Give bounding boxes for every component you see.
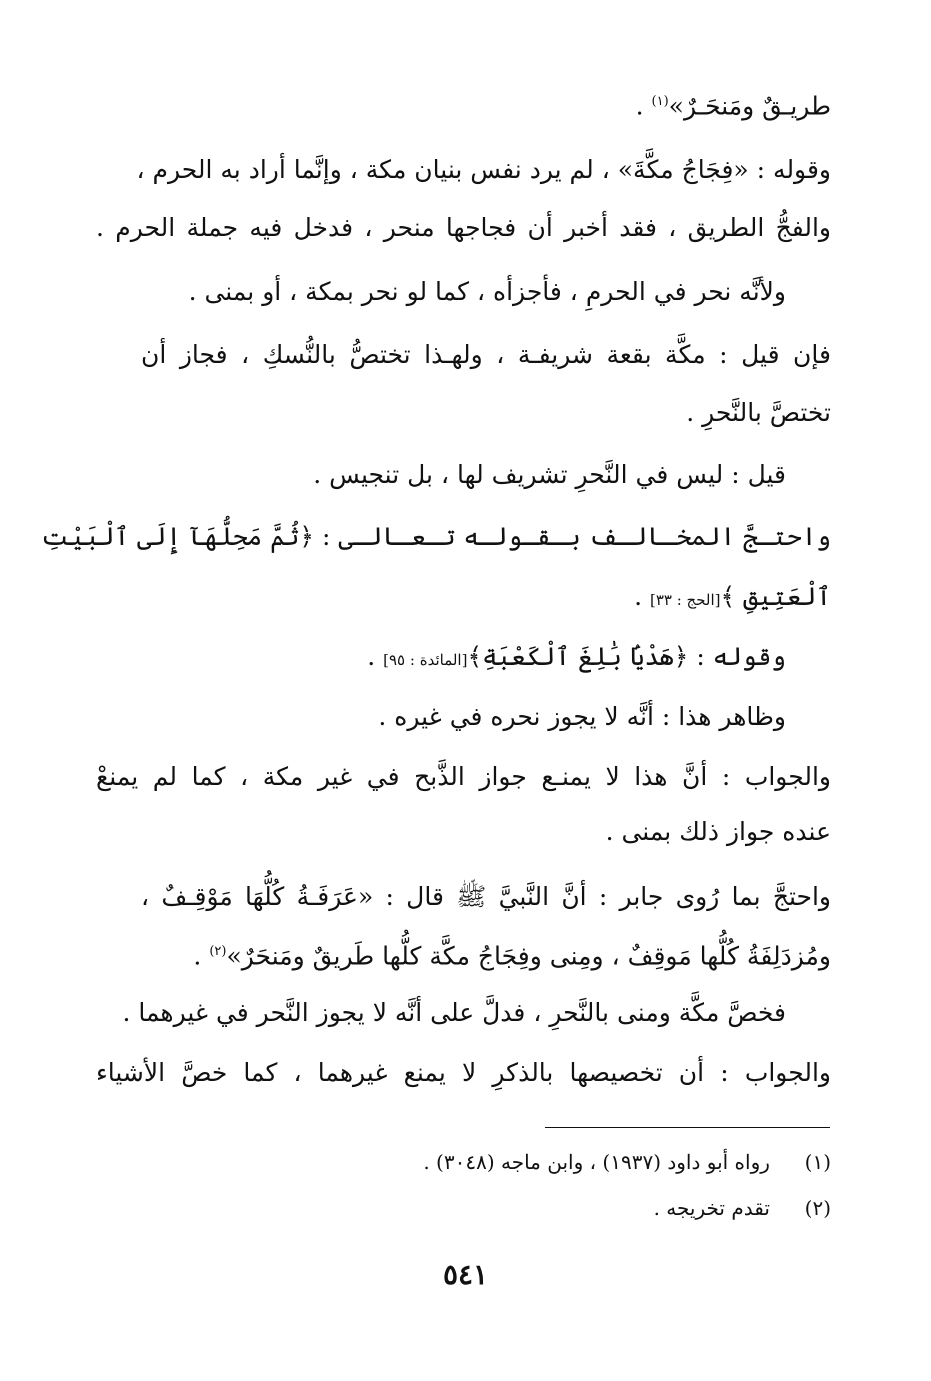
text-line-6: تختصَّ بالنَّحرِ . bbox=[686, 398, 831, 427]
text-line-3: والفجُّ الطريق ، فقد أخبر أن فجاجها منحر ، فدخل فيه جملة الحرم . bbox=[96, 213, 831, 242]
quran-verse-maidah: وقوله : ﴿هَدْيَۢا بَٰلِغَ ٱلْكَعْبَةِ﴾ bbox=[467, 642, 786, 671]
line-1-text: طريـقٌ ومَنحَـرٌ» bbox=[668, 91, 831, 121]
footnote-1 bbox=[231, 1147, 831, 1177]
footnote-2-text: تقدم تخريجه . bbox=[653, 1196, 770, 1220]
footnote-marker-1: (١) bbox=[651, 94, 669, 109]
quran-verse-end: ٱلْعَتِيقِ ﴾ bbox=[720, 582, 831, 611]
line-1-end: . bbox=[635, 91, 652, 121]
line-15-text: ومُزدَلِفَةُ كُلُّها مَوقِفٌ ، ومِنى وفِجَاجُ مكَّة كلُّها طَريقٌ ومَنحَرٌ» bbox=[226, 941, 831, 971]
footnote-marker-2: (٢) bbox=[209, 944, 227, 959]
line-9-end: . bbox=[634, 582, 650, 611]
line-10-end: . bbox=[367, 642, 384, 671]
text-line-10 bbox=[96, 637, 786, 680]
text-line-9 bbox=[96, 577, 831, 620]
footnote-2 bbox=[231, 1193, 831, 1223]
line-15-end: . bbox=[193, 941, 210, 971]
text-line-7: قيل : ليس في النَّحرِ تشريف لها ، بل تنجيس . bbox=[313, 460, 786, 489]
text-line-2: وقوله : «فِجَاجُ مكَّةَ» ، لم يرد نفس بنيان مكة ، وإنَّما أراد به الحرم ، bbox=[136, 155, 831, 184]
text-line-13: عنده جواز ذلك بمنى . bbox=[605, 817, 831, 846]
sura-reference-maidah: [المائدة : ٩٥] bbox=[383, 651, 468, 669]
text-line-17: والجواب : أن تخصيصها بالذكرِ لا يمنع غيرهما ، كما خصَّ الأشياء bbox=[96, 1058, 831, 1087]
text-line-8: واحتـجَّ المخـالـف بـقـولـه تـعـالـى : ﴿ثُمَّ مَحِلُّهَآ إِلَى ٱلْبَيْتِ bbox=[41, 522, 831, 551]
footnote-separator bbox=[545, 1127, 830, 1128]
text-line-5: فإن قيل : مكَّة بقعة شريفـة ، ولهـذا تختصُّ بالنُّسكِ ، فجاز أن bbox=[141, 340, 831, 369]
text-line-11: وظاهر هذا : أنَّه لا يجوز نحره في غيره . bbox=[378, 702, 786, 731]
text-line-4: ولأنَّه نحر في الحرمِ ، فأجزأه ، كما لو نحر بمكة ، أو بمنى . bbox=[188, 277, 786, 306]
footnote-1-text: رواه أبو داود (١٩٣٧) ، وابن ماجه (٣٠٤٨) . bbox=[423, 1150, 770, 1174]
text-line-15 bbox=[96, 932, 831, 976]
text-line-12: والجواب : أنَّ هذا لا يمنـع جواز الذَّبح في غير مكة ، كما لم يمنعْ bbox=[96, 762, 831, 791]
sura-reference-hajj: [الحج : ٣٣] bbox=[649, 591, 721, 609]
text-line-1 bbox=[96, 82, 831, 126]
footnote-2-number: (٢) bbox=[804, 1196, 831, 1220]
text-line-14: واحتجَّ بما رُوى جابر : أنَّ النَّبيَّ ﷺ قال : «عَرَفَـةُ كُلُّهَا مَوْقِـفٌ ، bbox=[141, 882, 831, 911]
footnote-1-number: (١) bbox=[804, 1150, 831, 1174]
text-line-16: فخصَّ مكَّة ومنى بالنَّحرِ ، فدلَّ على أنَّه لا يجوز النَّحر في غيرهما . bbox=[122, 998, 786, 1027]
page-number: ٥٤١ bbox=[442, 1258, 489, 1291]
